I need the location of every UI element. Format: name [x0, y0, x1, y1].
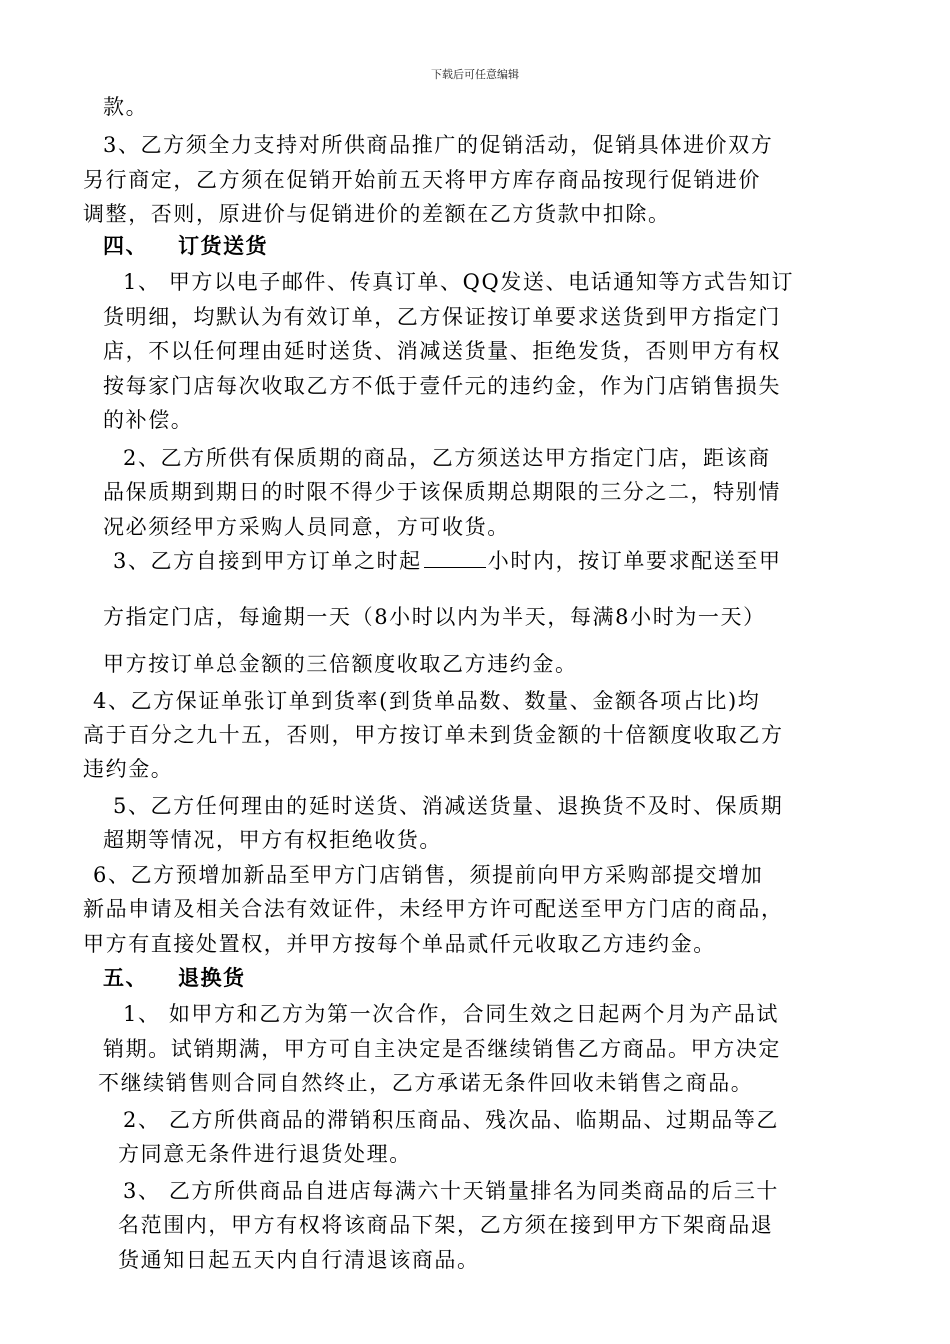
text-line: 方指定门店，每逾期一天（8小时以内为半天，每满8小时为一天）	[103, 605, 766, 629]
section-heading-5	[103, 963, 246, 993]
text-line: 方同意无条件进行退货处理。	[118, 1142, 412, 1166]
section-title: 退换货	[178, 965, 246, 990]
text-line: 违约金。	[83, 757, 174, 781]
text-line: 店，不以任何理由延时送货、消减送货量、拒绝发货，否则甲方有权	[103, 339, 781, 363]
text-line: 甲方有直接处置权，并甲方按每个单品贰仟元收取乙方违约金。	[83, 932, 716, 956]
text-line: 6、乙方预增加新品至甲方门店销售，须提前向甲方采购部提交增加	[93, 863, 764, 887]
text-line: 1、 甲方以电子邮件、传真订单、QQ发送、电话通知等方式告知订	[123, 270, 795, 294]
text-line: 4、乙方保证单张订单到货率(到货单品数、数量、金额各项占比)均	[93, 689, 761, 713]
text-line: 3、乙方须全力支持对所供商品推广的促销活动，促销具体进价双方	[103, 133, 774, 157]
section-title: 订货送货	[178, 233, 268, 258]
text-line: 超期等情况，甲方有权拒绝收货。	[103, 828, 442, 852]
text-line	[113, 545, 782, 576]
text-line: 新品申请及相关合法有效证件，未经甲方许可配送至甲方门店的商品，	[83, 897, 784, 921]
text-line: 高于百分之九十五，否则，甲方按订单未到货金额的十倍额度收取乙方	[83, 723, 784, 747]
text-segment: 3、乙方自接到甲方订单之时起	[113, 549, 422, 573]
text-line: 2、乙方所供有保质期的商品，乙方须送达甲方指定门店，距该商	[123, 446, 771, 470]
text-segment: 小时内，按订单要求配送至甲	[487, 549, 782, 573]
text-line: 另行商定，乙方须在促销开始前五天将甲方库存商品按现行促销进价	[83, 168, 761, 192]
text-line: 货明细，均默认为有效订单，乙方保证按订单要求送货到甲方指定门	[103, 305, 781, 329]
text-line: 的补偿。	[103, 408, 194, 432]
text-line: 按每家门店每次收取乙方不低于壹仟元的违约金，作为门店销售损失	[103, 374, 781, 398]
text-line: 况必须经甲方采购人员同意，方可收货。	[103, 515, 510, 539]
section-heading-4	[103, 231, 268, 261]
text-line: 3、 乙方所供商品自进店每满六十天销量排名为同类商品的后三十	[123, 1179, 780, 1203]
text-line: 不继续销售则合同自然终止，乙方承诺无条件回收未销售之商品。	[98, 1071, 754, 1095]
fill-in-blank	[424, 545, 486, 568]
text-line: 调整，否则，原进价与促销进价的差额在乙方货款中扣除。	[83, 202, 671, 226]
text-line: 甲方按订单总金额的三倍额度收取乙方违约金。	[103, 652, 578, 676]
text-line: 货通知日起五天内自行清退该商品。	[118, 1248, 480, 1272]
text-line: 5、乙方任何理由的延时送货、消减送货量、退换货不及时、保质期	[113, 794, 784, 818]
page-header: 下载后可任意编辑	[431, 68, 519, 81]
text-line: 款。	[103, 95, 149, 119]
section-number: 五、	[103, 965, 148, 990]
text-line: 销期。试销期满，甲方可自主决定是否继续销售乙方商品。甲方决定	[103, 1037, 781, 1061]
text-line: 名范围内，甲方有权将该商品下架，乙方须在接到甲方下架商品退	[118, 1213, 774, 1237]
text-line: 2、 乙方所供商品的滞销积压商品、残次品、临期品、过期品等乙	[123, 1108, 780, 1132]
text-line: 品保质期到期日的时限不得少于该保质期总期限的三分之二，特别情	[103, 480, 781, 504]
section-number: 四、	[103, 233, 148, 258]
text-line: 1、 如甲方和乙方为第一次合作，合同生效之日起两个月为产品试	[123, 1002, 780, 1026]
